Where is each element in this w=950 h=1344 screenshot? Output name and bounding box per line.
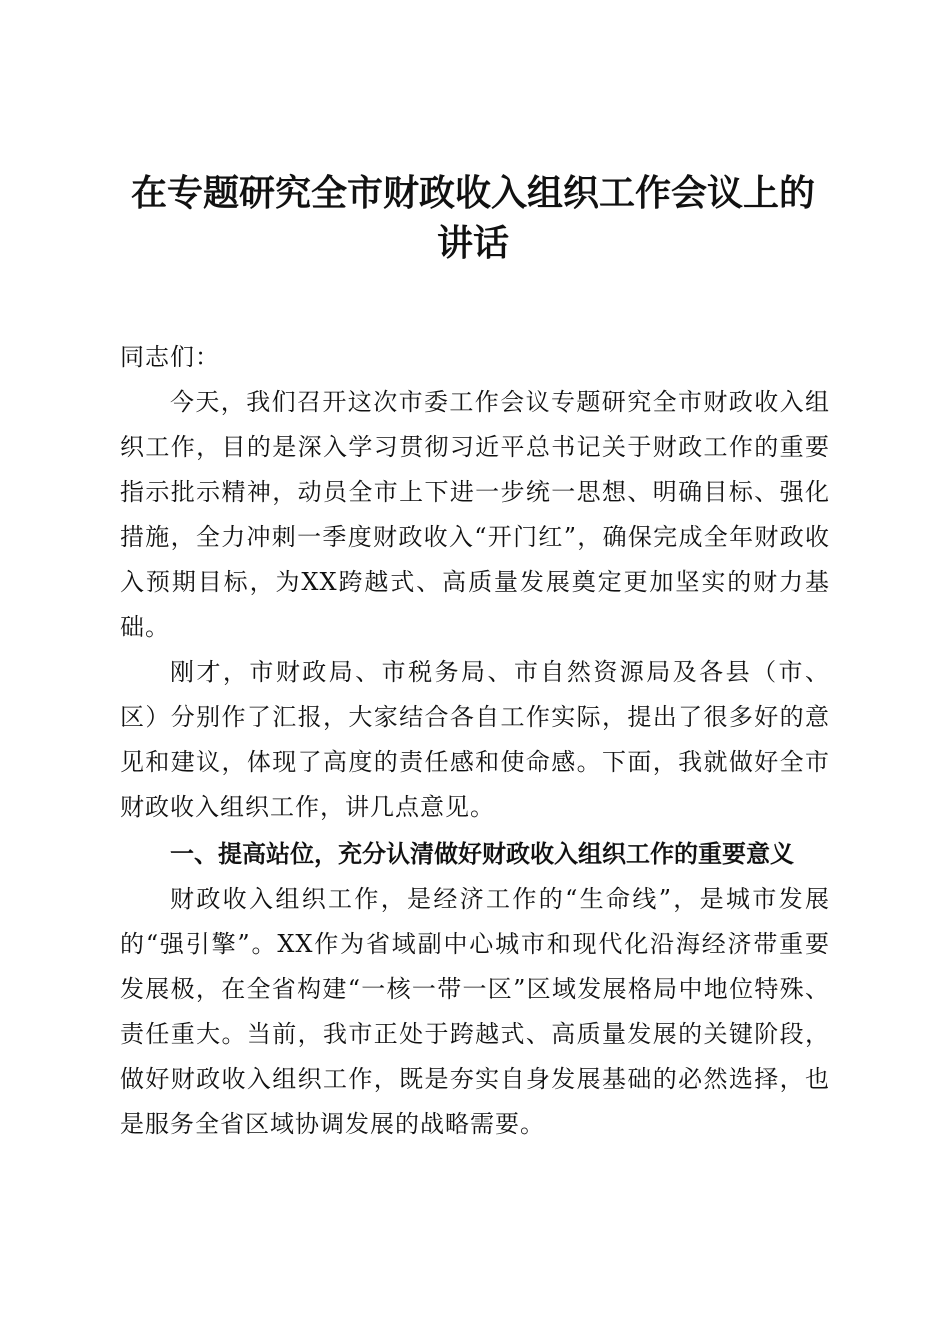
section-1-paragraph: 财政收入组织工作，是经济工作的“生命线”，是城市发展的“强引擎”。XX作为省域副中心城市和现代化沿海经济带重要发展极，在全省构建“一核一带一区”区域发展格局中地位特殊、责任重大。当前，我市正处于跨越式、高质量发展的关键阶段，做好财政收入组织工作，既是夯实自身发展基础的必然选择，也是服务全省区域协调发展的战略需要。 (120, 885, 830, 1138)
paragraph-opening: 今天，我们召开这次市委工作会议专题研究全市财政收入组织工作，目的是深入学习贯彻习近平总书记关于财政工作的重要指示批示精神，动员全市上下进一步统一思想、明确目标、强化措施，全力冲刺一季度财政收入“开门红”，确保完成全年财政收入预期目标，为XX跨越式、高质量发展奠定更加坚实的财力基础。 (120, 388, 830, 641)
paragraph-reports: 刚才，市财政局、市税务局、市自然资源局及各县（市、区）分别作了汇报，大家结合各自工作实际，提出了很多好的意见和建议，体现了高度的责任感和使命感。下面，我就做好全市财政收入组织工作，讲几点意见。 (120, 658, 830, 821)
salutation: 同志们： (120, 343, 220, 371)
document-body (120, 335, 830, 1147)
section-heading-1: 一、提高站位，充分认清做好财政收入组织工作的重要意义 (170, 840, 794, 868)
document-title: 在专题研究全市财政收入组织工作会议上的讲话 (130, 172, 815, 264)
